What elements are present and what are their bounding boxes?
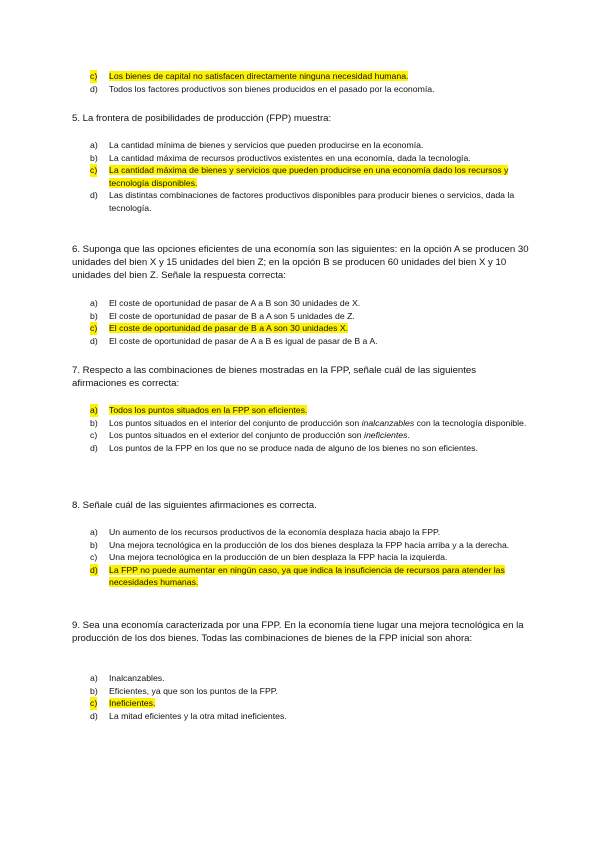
option-text: La cantidad máxima de recursos productivos existentes en una economía, dada la tecnología. bbox=[109, 152, 471, 163]
option-label: a) bbox=[90, 527, 98, 537]
q7-options bbox=[90, 404, 530, 454]
q4-option-c bbox=[90, 70, 530, 83]
option-label: b) bbox=[90, 539, 98, 550]
option-text: La FPP no puede aumentar en ningún caso, ya que indica la insuficiencia de recursos para atender las necesidades humanas. bbox=[109, 564, 505, 587]
option-text: La cantidad máxima de bienes y servicios que pueden producirse en una economía dado los recursos y tecnología disponibles. bbox=[109, 165, 509, 188]
q8-option-d bbox=[90, 564, 530, 589]
option-text: Un aumento de los recursos productivos de la economía desplaza hacia abajo la FPP. bbox=[109, 527, 441, 537]
option-text: Eficientes, ya que son los puntos de la FPP. bbox=[109, 685, 278, 696]
q8-options bbox=[90, 526, 530, 589]
option-text: Una mejora tecnológica en la producción de un bien desplaza la FPP hacia la izquierda. bbox=[109, 552, 448, 562]
option-text: Todos los puntos situados en la FPP son eficientes. bbox=[109, 405, 308, 415]
option-label: d) bbox=[90, 442, 98, 453]
option-text: El coste de oportunidad de pasar de B a A son 30 unidades X. bbox=[109, 323, 349, 333]
q7-option-c bbox=[90, 429, 530, 442]
q5-option-c bbox=[90, 164, 530, 189]
q6-option-d bbox=[90, 335, 530, 348]
q7-option-a bbox=[90, 404, 530, 417]
option-text: El coste de oportunidad de pasar de A a B son 30 unidades de X. bbox=[109, 298, 361, 308]
q9-option-c bbox=[90, 697, 530, 710]
q6-option-c bbox=[90, 322, 530, 335]
option-text: La mitad eficientes y la otra mitad ineficientes. bbox=[109, 710, 287, 721]
option-text-italic: inalcanzables bbox=[361, 417, 415, 428]
option-text: Los bienes de capital no satisfacen directamente ninguna necesidad humana. bbox=[109, 71, 409, 81]
option-label: d) bbox=[90, 710, 98, 721]
q8-option-a bbox=[90, 526, 530, 539]
option-text: El coste de oportunidad de pasar de B a A son 5 unidades de Z. bbox=[109, 310, 355, 321]
option-text bbox=[109, 430, 410, 440]
option-label: b) bbox=[90, 685, 98, 696]
option-text: Inalcanzables. bbox=[109, 673, 165, 683]
option-label: c) bbox=[90, 698, 98, 708]
option-label: c) bbox=[90, 323, 98, 333]
option-text: El coste de oportunidad de pasar de A a B es igual de pasar de B a A. bbox=[109, 335, 378, 346]
option-label: d) bbox=[90, 564, 98, 575]
option-text bbox=[109, 418, 526, 428]
option-text: Una mejora tecnológica en la producción de los dos bienes desplaza la FPP hacia arriba y a la derecha. bbox=[109, 539, 510, 550]
option-label: d) bbox=[90, 83, 98, 94]
option-text: Todos los factores productivos son bienes producidos en el pasado por la economía. bbox=[109, 83, 435, 94]
q6-option-b bbox=[90, 310, 530, 323]
q5-option-b bbox=[90, 152, 530, 165]
option-text: La cantidad mínima de bienes y servicios que pueden producirse en la economía. bbox=[109, 140, 424, 150]
q9-option-b bbox=[90, 685, 530, 698]
q9-options bbox=[90, 672, 530, 722]
q6-question: 6. Suponga que las opciones eficientes de una economía son las siguientes: en la opción A se producen 30 unidades del bien X y 15 unidades del bien Z; en la opción B se producen 60 unidades del bien X y 10 unidades del bien Z. Señale la respuesta correcta: bbox=[72, 244, 529, 281]
q8-question: 8. Señale cuál de las siguientes afirmaciones es correcta. bbox=[72, 500, 317, 511]
option-label: a) bbox=[90, 140, 98, 150]
option-label: b) bbox=[90, 417, 98, 428]
option-label: a) bbox=[90, 673, 98, 683]
q5-question: 5. La frontera de posibilidades de producción (FPP) muestra: bbox=[72, 113, 332, 124]
option-label: b) bbox=[90, 152, 98, 163]
q5-options bbox=[90, 139, 530, 214]
option-label: c) bbox=[90, 165, 98, 175]
option-label: c) bbox=[90, 552, 98, 562]
option-text-part: con la tecnología disponible. bbox=[414, 417, 527, 428]
q6-options bbox=[90, 297, 530, 347]
q7-question: 7. Respecto a las combinaciones de bienes mostradas en la FPP, señale cuál de las siguientes afirmaciones es correcta: bbox=[72, 365, 477, 389]
q8-option-b bbox=[90, 539, 530, 552]
q8-option-c bbox=[90, 551, 530, 564]
option-text-italic: ineficientes bbox=[364, 430, 408, 440]
option-label: d) bbox=[90, 190, 98, 200]
option-label: a) bbox=[90, 298, 98, 308]
q9-question: 9. Sea una economía caracterizada por una FPP. En la economía tiene lugar una mejora tecnológica en la producción de los dos bienes. Todas las combinaciones de bienes de la FPP inicial son ahora: bbox=[72, 620, 524, 644]
q7-option-b bbox=[90, 417, 530, 430]
option-label: d) bbox=[90, 335, 98, 346]
q4-option-d bbox=[90, 83, 530, 96]
option-text-part: . bbox=[407, 430, 410, 440]
q7-option-d bbox=[90, 442, 530, 455]
option-text-part: Los puntos situados en el exterior del conjunto de producción son bbox=[109, 430, 365, 440]
option-text: Ineficientes. bbox=[109, 698, 156, 708]
q5-option-d bbox=[90, 189, 530, 214]
option-label: b) bbox=[90, 310, 98, 321]
q5-option-a bbox=[90, 139, 530, 152]
option-label: a) bbox=[90, 405, 98, 415]
option-text-part: Los puntos situados en el interior del conjunto de producción son bbox=[109, 417, 362, 428]
q6-option-a bbox=[90, 297, 530, 310]
q9-option-d bbox=[90, 710, 530, 723]
q4-options bbox=[90, 70, 530, 95]
option-label: c) bbox=[90, 71, 98, 81]
q9-option-a bbox=[90, 672, 530, 685]
option-text: Las distintas combinaciones de factores productivos disponibles para producir bienes o servicios, dada la tecnología. bbox=[109, 190, 515, 213]
option-label: c) bbox=[90, 430, 98, 440]
option-text: Los puntos de la FPP en los que no se produce nada de alguno de los bienes no son eficientes. bbox=[109, 442, 478, 453]
